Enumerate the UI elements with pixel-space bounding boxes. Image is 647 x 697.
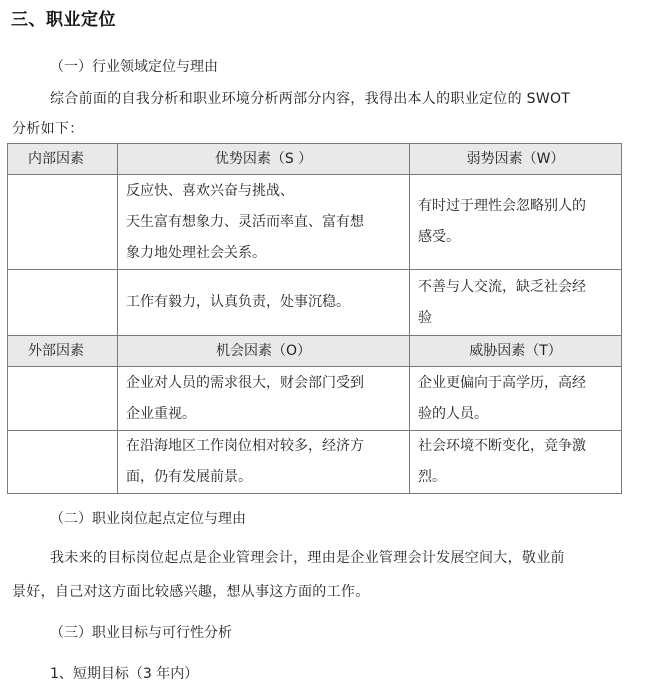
strength-line: 反应快、喜欢兴奋与挑战、 xyxy=(126,182,294,199)
weakness-cell xyxy=(410,270,622,336)
empty-cell xyxy=(8,431,118,494)
swot-table xyxy=(7,143,622,494)
opportunity-line: 企业对人员的需求很大，财会部门受到 xyxy=(126,374,364,391)
strengths-header: 优势因素（S ） xyxy=(118,144,410,175)
weakness-line: 感受。 xyxy=(418,229,460,245)
table-row xyxy=(8,175,622,270)
weakness-line: 验 xyxy=(418,309,432,326)
weakness-cell xyxy=(410,175,622,270)
threats-header: 威胁因素（T） xyxy=(410,336,622,367)
position-paragraph-line-1: 我未来的目标岗位起点是企业管理会计，理由是企业管理会计发展空间大，敬业前 xyxy=(50,550,565,566)
opportunity-cell xyxy=(118,431,410,494)
section-title: 三、职业定位 xyxy=(11,10,116,30)
empty-cell xyxy=(8,175,118,270)
table-row xyxy=(8,270,622,336)
external-factors-header-row xyxy=(8,336,622,367)
position-paragraph-line-2: 景好，自己对这方面比较感兴趣，想从事这方面的工作。 xyxy=(12,584,370,600)
intro-paragraph-line-2: 分析如下： xyxy=(12,121,84,137)
external-factors-label: 外部因素 xyxy=(8,336,118,367)
threat-line: 验的人员。 xyxy=(418,405,488,422)
opportunities-header: 机会因素（O） xyxy=(118,336,410,367)
weaknesses-header: 弱势因素（W） xyxy=(410,144,622,175)
opportunity-line: 在沿海地区工作岗位相对较多，经济方 xyxy=(126,438,364,454)
table-row xyxy=(8,431,622,494)
empty-cell xyxy=(8,367,118,431)
threat-line: 社会环境不断变化，竞争激 xyxy=(418,438,586,454)
subheading-career-goals: （三）职业目标与可行性分析 xyxy=(50,625,232,641)
table-row xyxy=(8,367,622,431)
internal-factors-header-row xyxy=(8,144,622,175)
internal-factors-label: 内部因素 xyxy=(8,144,118,175)
threat-line: 烈。 xyxy=(418,469,446,485)
intro-paragraph-line-1: 综合前面的自我分析和职业环境分析两部分内容，我得出本人的职业定位的 SWOT xyxy=(50,91,571,107)
weakness-line: 有时过于理性会忽略别人的 xyxy=(418,198,586,214)
subheading-industry-positioning: （一）行业领域定位与理由 xyxy=(50,59,218,75)
opportunity-line: 面，仍有发展前景。 xyxy=(126,469,252,485)
threat-line: 企业更偏向于高学历，高经 xyxy=(418,374,586,391)
weakness-line: 不善与人交流，缺乏社会经 xyxy=(418,278,586,295)
strength-line: 天生富有想象力、灵活而率直、富有想 xyxy=(126,213,364,230)
subheading-starting-position: （二）职业岗位起点定位与理由 xyxy=(50,511,246,527)
strength-line: 象力地处理社会关系。 xyxy=(126,244,266,261)
threat-cell xyxy=(410,367,622,431)
strength-cell: 工作有毅力，认真负责，处事沉稳。 xyxy=(118,270,410,336)
empty-cell xyxy=(8,270,118,336)
short-term-goal-item: 1、短期目标（3 年内） xyxy=(50,666,199,682)
strength-cell xyxy=(118,175,410,270)
opportunity-line: 企业重视。 xyxy=(126,405,196,422)
threat-cell xyxy=(410,431,622,494)
opportunity-cell xyxy=(118,367,410,431)
